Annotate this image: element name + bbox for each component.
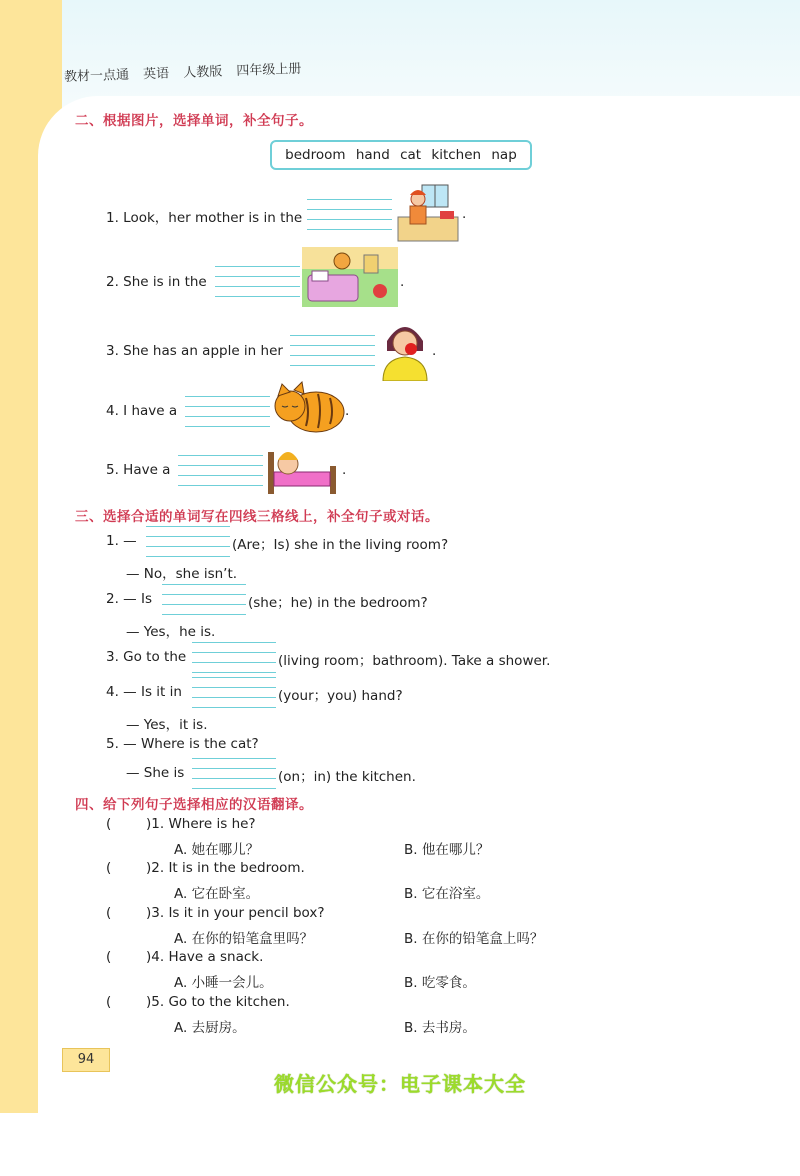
s2-item-5-answer-lines[interactable]: [178, 455, 263, 485]
s2-item-5-end: .: [342, 462, 347, 478]
word-bank-item: hand: [355, 147, 390, 163]
s2-item-3-text: 3. She has an apple in her: [106, 343, 283, 359]
s3-q3-answer-lines[interactable]: [192, 642, 276, 672]
s2-item-1-text: 1. Look，her mother is in the: [106, 210, 303, 226]
s4-q2-option-b: B. 它在浴室。: [404, 886, 490, 902]
s2-item-2-answer-lines[interactable]: [215, 266, 300, 296]
s2-item-2-text: 2. She is in the: [106, 274, 207, 290]
s3-q5-question: 5. — Where is the cat?: [106, 736, 259, 752]
cat-picture: [270, 380, 346, 436]
s4-q2-question: )2. It is in the bedroom.: [146, 860, 305, 876]
s4-q2-option-a: A. 它在卧室。: [174, 886, 260, 902]
s2-item-2-end: .: [400, 274, 405, 290]
s3-q5-answer-lines[interactable]: [192, 758, 276, 788]
s4-q3-bracket[interactable]: (: [106, 905, 112, 921]
s4-q4-option-b: B. 吃零食。: [404, 975, 476, 991]
s4-q2-bracket[interactable]: (: [106, 860, 112, 876]
s3-q5-suffix: (on；in) the kitchen.: [278, 769, 416, 785]
s3-q1-prefix: 1. —: [106, 533, 137, 549]
word-bank-item: cat: [400, 147, 422, 163]
s3-q1-suffix: (Are；Is) she in the living room?: [232, 537, 449, 553]
word-bank-item: nap: [491, 147, 517, 163]
s4-q5-option-a: A. 去厨房。: [174, 1020, 246, 1036]
section4-title: 四、给下列句子选择相应的汉语翻译。: [75, 797, 313, 813]
s4-q3-option-a: A. 在你的铅笔盒里吗？: [174, 931, 314, 947]
s4-q5-bracket[interactable]: (: [106, 994, 112, 1010]
s2-item-1-answer-lines[interactable]: [307, 199, 392, 229]
s4-q3-question: )3. Is it in your pencil box?: [146, 905, 325, 921]
s4-q4-bracket[interactable]: (: [106, 949, 112, 965]
s3-q4-suffix: (your；you) hand?: [278, 688, 403, 704]
s3-q4-prefix: 4. — Is it in: [106, 684, 182, 700]
footer-watermark: 微信公众号：电子课本大全: [274, 1072, 526, 1096]
section2-title: 二、根据图片，选择单词，补全句子。: [75, 113, 313, 129]
s2-item-4-text: 4. I have a: [106, 403, 178, 419]
s2-item-1-end: .: [462, 206, 467, 222]
s3-q2-suffix: (she；he) in the bedroom?: [248, 595, 428, 611]
s4-q1-option-b: B. 他在哪儿？: [404, 842, 490, 858]
word-bank-item: kitchen: [431, 147, 482, 163]
girl-nap-picture: [266, 442, 338, 496]
s3-q2-prefix: 2. — Is: [106, 591, 152, 607]
word-bank: [270, 140, 532, 170]
s3-q5-prefix: — She is: [126, 765, 185, 781]
s3-q1-answer-lines[interactable]: [146, 526, 230, 556]
s4-q1-option-a: A. 她在哪儿？: [174, 842, 260, 858]
s2-item-3-answer-lines[interactable]: [290, 335, 375, 365]
s3-q2-answer-lines[interactable]: [162, 584, 246, 614]
s2-item-4-answer-lines[interactable]: [185, 396, 270, 426]
section3-title: 三、选择合适的单词写在四线三格线上，补全句子或对话。: [75, 509, 439, 525]
s4-q1-bracket[interactable]: (: [106, 816, 112, 832]
mother-kitchen-picture: [396, 183, 460, 243]
s2-item-4-end: .: [345, 403, 350, 419]
s3-q2-reply: — Yes，he is.: [126, 624, 216, 640]
s3-q4-answer-lines[interactable]: [192, 677, 276, 707]
s4-q1-question: )1. Where is he?: [146, 816, 256, 832]
s3-q4-reply: — Yes，it is.: [126, 717, 208, 733]
header-subject: 英语: [142, 66, 170, 83]
s4-q5-option-b: B. 去书房。: [404, 1020, 476, 1036]
bedroom-picture: [302, 247, 398, 307]
word-bank-item: bedroom: [285, 147, 346, 163]
s3-q3-prefix: 3. Go to the: [106, 649, 187, 665]
header-book: 教材一点通: [63, 67, 130, 85]
s4-q3-option-b: B. 在你的铅笔盒上吗？: [404, 931, 544, 947]
s2-item-3-end: .: [432, 343, 437, 359]
s4-q4-option-a: A. 小睡一会儿。: [174, 975, 273, 991]
s3-q1-reply: — No，she isn’t.: [126, 566, 238, 582]
s4-q4-question: )4. Have a snack.: [146, 949, 264, 965]
s4-q5-question: )5. Go to the kitchen.: [146, 994, 290, 1010]
page-number: 94: [62, 1048, 110, 1072]
header-edition: 人教版: [183, 64, 223, 81]
s2-item-5-text: 5. Have a: [106, 462, 171, 478]
s3-q3-suffix: (living room；bathroom). Take a shower.: [278, 653, 551, 669]
header-grade: 四年级上册: [236, 61, 302, 79]
girl-apple-picture: [377, 319, 433, 381]
